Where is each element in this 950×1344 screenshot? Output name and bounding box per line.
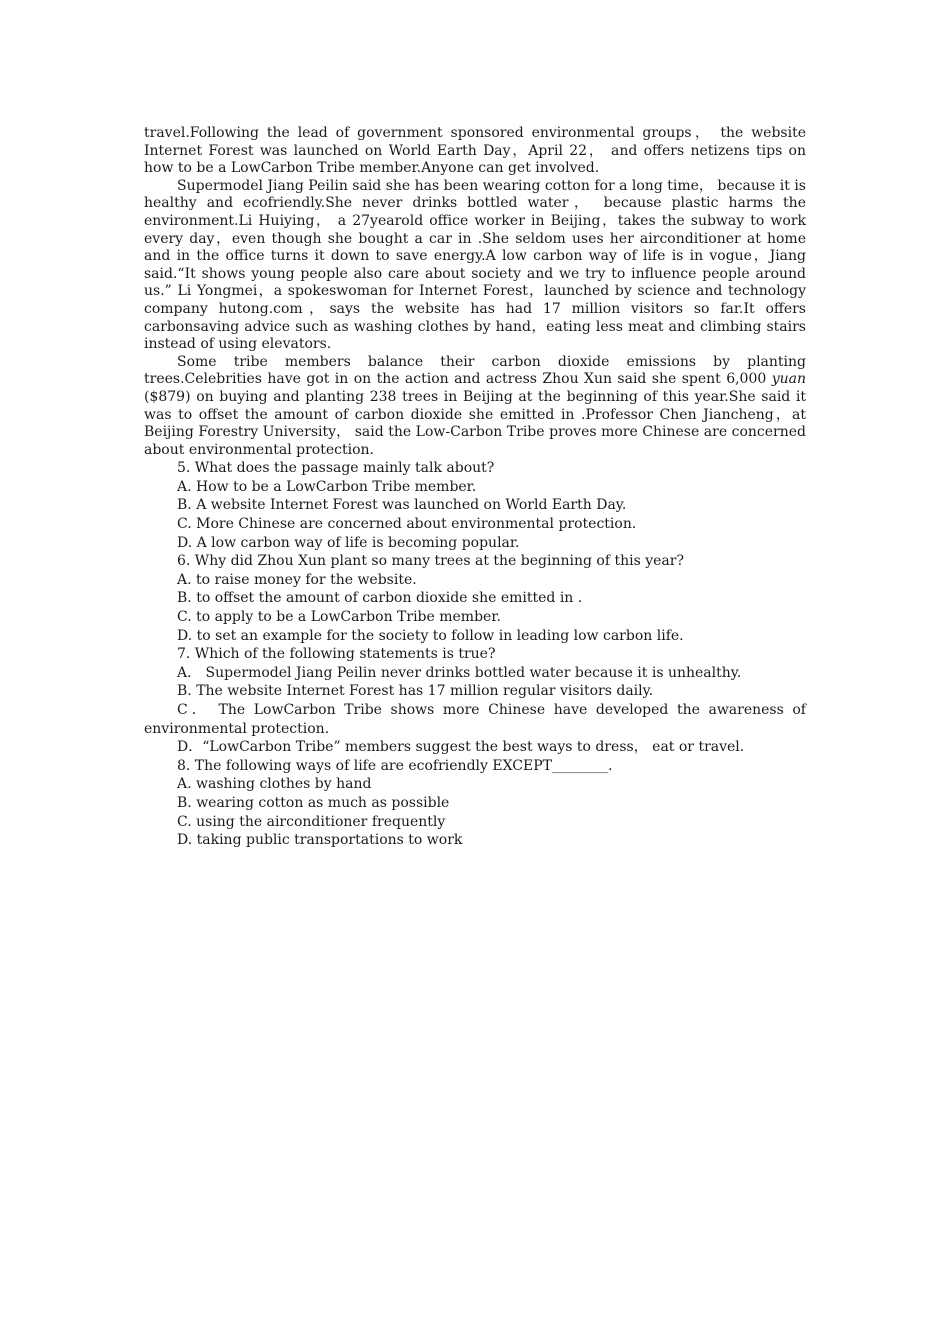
passage-paragraph (144, 354, 806, 460)
passage-text: Some tribe members balance their carbon dioxide emissions by planting trees.Celebrities have got in on the action and actress Zhou Xun said she spent 6,000 (144, 353, 806, 388)
question-6 (144, 552, 806, 645)
answer-option: C. More Chinese are concerned about environmental protection. (177, 516, 637, 533)
document-page (144, 125, 806, 850)
question-5 (144, 459, 806, 552)
answer-option: D. A low carbon way of life is becoming popular. (177, 534, 520, 551)
answer-option: D. to set an example for the society to follow in leading low carbon life. (177, 627, 684, 644)
answer-option: A． Supermodel Jiang Peilin never drinks bottled water because it is unhealthy. (177, 664, 742, 681)
answer-option: A. to raise money for the website. (177, 571, 417, 588)
answer-option: B. The website Internet Forest has 17 million regular visitors daily. (177, 683, 654, 700)
answer-option: A. How to be a LowCarbon Tribe member. (177, 478, 477, 495)
question-stem: 6. Why did Zhou Xun plant so many trees at the beginning of this year? (177, 553, 684, 570)
question-8 (144, 757, 806, 850)
question-stem: 7. Which of the following statements is true? (177, 646, 496, 663)
answer-option: B. wearing cotton as much as possible (177, 794, 450, 811)
answer-option: C． The LowCarbon Tribe shows more Chinese have developed the awareness of environmental protection. (144, 702, 806, 737)
answer-option: C. to apply to be a LowCarbon Tribe member. (177, 609, 501, 626)
passage-text: ($879) on buying and planting 238 trees in Beijing at the beginning of this year.She said it was to offset the amount of carbon dioxide she emitted in .Professor Chen Jiancheng，at Beijing Forestry University， said the Low-Carbon Tribe proves more Chinese are concerned about environmental protection. (144, 388, 806, 458)
question-stem: 8. The following ways of life are ecofriendly EXCEPT________. (177, 757, 613, 774)
answer-option: C. using the airconditioner frequently (177, 813, 446, 830)
question-7 (144, 645, 806, 757)
answer-option: B. to offset the amount of carbon dioxide she emitted in . (177, 590, 583, 607)
answer-option: B. A website Internet Forest was launched on World Earth Day. (177, 497, 627, 514)
answer-option: D. taking public transportations to work (177, 832, 463, 849)
passage-paragraph: Supermodel Jiang Peilin said she has been wearing cotton for a long time， because it is healthy and ecofriendly.She never drinks bottled water， because plastic harms the environment.Li Huiying， a 27yearold office worker in Beijing，takes the subway to work every day，even though she bought a car in .She seldom uses her airconditioner at home and in the office turns it down to save energy.A low carbon way of life is in vogue，Jiang said.“It shows young people also care about society and we try to influence people around us.” Li Yongmei，a spokeswoman for Internet Forest，launched by science and technology company hutong.com，says the website has had 17 million visitors so far.It offers carbonsaving advice such as washing clothes by hand，eating less meat and climbing stairs instead of using elevators. (144, 177, 806, 353)
passage-paragraph: travel.Following the lead of government sponsored environmental groups， the website Internet Forest was launched on World Earth Day，April 22， and offers netizens tips on how to be a LowCarbon Tribe member.Anyone can get involved. (144, 125, 806, 177)
answer-option: D．“LowCarbon Tribe” members suggest the best ways to dress， eat or travel. (177, 739, 745, 756)
italic-word: yuan (771, 371, 806, 388)
question-stem: 5. What does the passage mainly talk about? (177, 460, 495, 477)
answer-option: A. washing clothes by hand (177, 776, 372, 793)
